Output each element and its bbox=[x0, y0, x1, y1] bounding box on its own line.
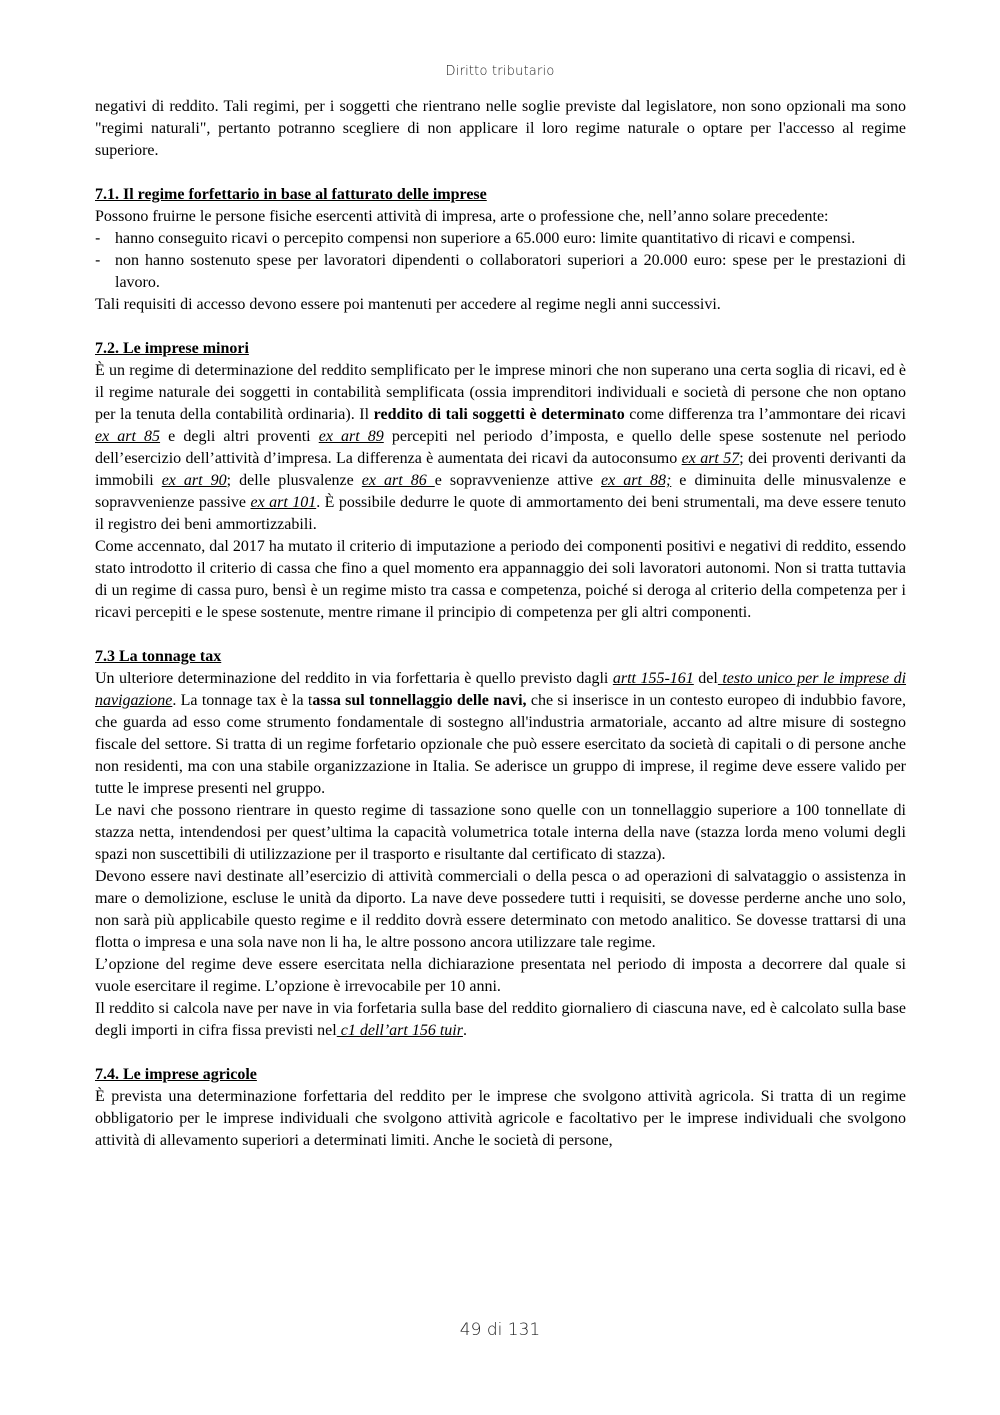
article-reference: ex art 85 bbox=[95, 428, 161, 445]
section-7-4-paragraph-1: È prevista una determinazione forfettaria del reddito per le imprese che svolgono attività agricola. Si tratta di un regime obbligatorio per le imprese individuali che svolgono attività agricole e facoltativo per le imprese individuali che svolgono attività di allevamento superiori a determinati limiti. Anche le società di persone, bbox=[95, 1088, 906, 1149]
text-run: percepiti nel periodo d’imposta, e quello delle spese sostenute nel periodo dell’esercizio dell’attività d’impresa. La differenza è aumentata dei ricavi da autoconsumo bbox=[95, 428, 906, 467]
article-reference: ex art 101 bbox=[250, 494, 317, 511]
section-heading-7-3: 7.3 La tonnage tax bbox=[95, 648, 222, 665]
section-7-3-paragraph-3: Devono essere navi destinate all’esercizio di attività commerciali o della pesca o ad operazioni di salvataggio o assistenza in mare o demolizione, escluse le unità da diporto. La nave deve possedere tutti i requisiti, se dovesse perderne anche uno solo, non sarà più applicabile questo regime e il reddito dovrà essere determinato con metodo analitico. Se dovesse trattarsi di una flotta o impresa e una sola nave non li ha, le altre possono ancora utilizzare tale regime. bbox=[95, 868, 906, 951]
section-7-1-intro: Possono fruirne le persone fisiche esercenti attività di impresa, arte o professione che, nell’anno solare precedente: bbox=[95, 208, 829, 225]
bullet-item: - non hanno sostenuto spese per lavoratori dipendenti o collaboratori superiori a 20.000 euro: spese per le prestazioni di lavoro. bbox=[95, 250, 906, 294]
law-reference: testo unico per le imprese di navigazione bbox=[95, 670, 907, 709]
text-run: . È possibile dedurre le quote di ammortamento dei beni strumentali, ma deve essere tenuto il registro dei beni ammortizzabili. bbox=[95, 494, 907, 533]
section-heading-7-2: 7.2. Le imprese minori bbox=[95, 340, 249, 357]
section-7-1-bullet-list bbox=[95, 228, 906, 294]
text-run: . La tonnage tax è la t bbox=[172, 692, 313, 709]
section-7-3-paragraph-2: Le navi che possono rientrare in questo regime di tassazione sono quelle con un tonnellaggio superiore a 100 tonnellate di stazza netta, intendendosi per quest’ultima la capacità volumetrica totale interna della nave (stazza lorda meno volumi degli spazi non suscettibili di utilizzazione per il trasporto e risultante dal certificato di stazza). bbox=[95, 802, 906, 863]
text-run: e sopravvenienze attive bbox=[434, 472, 602, 489]
text-run: del bbox=[693, 670, 718, 687]
text-run: È un regime di determinazione del reddito semplificato per le imprese minori che non superano una certa soglia di ricavi, ed è il regime naturale dei soggetti in contabilità semplificata (ossia imprenditori individuali e società di persone che non optano per la tenuta della contabilità ordinaria). Il bbox=[95, 362, 906, 423]
text-run: ; dei proventi derivanti da immobili bbox=[95, 450, 907, 489]
bold-text: reddito di tali soggetti è determinato bbox=[373, 406, 625, 423]
bullet-item: - hanno conseguito ricavi o percepito compensi non superiore a 65.000 euro: limite quantitativo di ricavi e compensi. bbox=[95, 228, 906, 250]
section-7-2-paragraph-1 bbox=[95, 360, 906, 536]
page-number: 49 di 131 bbox=[459, 1320, 541, 1340]
article-reference: artt 155-161 bbox=[612, 670, 694, 687]
section-heading-7-4: 7.4. Le imprese agricole bbox=[95, 1066, 257, 1083]
article-reference: ex art 89 bbox=[318, 428, 384, 445]
text-run: Il reddito si calcola nave per nave in via forfetaria sulla base del reddito giornaliero di ciascuna nave, ed è calcolato sulla base degli importi in cifra fissa previsti nel bbox=[95, 1000, 906, 1039]
page-header: Diritto tributario bbox=[445, 64, 555, 79]
bold-text: assa sul tonnellaggio delle navi, bbox=[312, 692, 527, 709]
article-reference: c1 dell’art 156 tuir bbox=[336, 1022, 463, 1039]
section-7-3-paragraph-5 bbox=[95, 998, 906, 1042]
text-run: che si inserisce in un contesto europeo di indubbio favore, che guarda ad esso come strumento fondamentale di sostegno all'industria armatoriale, accanto ad altre misure di sostegno fiscale del settore. Si tratta di un regime forfetario opzionale che può essere esercitato da società di capitali o di persone anche non residenti, ma con una stabile organizzazione in Italia. Se aderisce un gruppo di imprese, il regime deve essere valido per tutte le imprese presenti nel gruppo. bbox=[95, 692, 907, 797]
text-run: e diminuita delle minusvalenze e sopravvenienze passive bbox=[95, 472, 907, 511]
section-7-1-closing: Tali requisiti di accesso devono essere poi mantenuti per accedere al regime negli anni successivi. bbox=[95, 296, 721, 313]
text-run: Un ulteriore determinazione del reddito in via forfettaria è quello previsto dagli bbox=[95, 670, 613, 687]
article-reference: ex art 90 bbox=[161, 472, 227, 489]
text-run: come differenza tra l’ammontare dei ricavi bbox=[624, 406, 907, 423]
article-reference: ex art 86 bbox=[361, 472, 435, 489]
article-reference: ex art 57 bbox=[681, 450, 740, 467]
text-run: e degli altri proventi bbox=[160, 428, 319, 445]
section-heading-7-1: 7.1. Il regime forfettario in base al fatturato delle imprese bbox=[95, 186, 487, 203]
section-7-3-paragraph-1 bbox=[95, 668, 906, 800]
text-run: . bbox=[462, 1022, 467, 1039]
section-7-3-paragraph-4: L’opzione del regime deve essere esercitata nella dichiarazione presentata nel periodo di imposta a decorrere dal quale si vuole esercitare il regime. L’opzione è irrevocabile per 10 anni. bbox=[95, 956, 906, 995]
section-7-2-paragraph-2: Come accennato, dal 2017 ha mutato il criterio di imputazione a periodo dei componenti positivi e negativi di reddito, essendo stato introdotto il criterio di cassa che fino a quel momento era appannaggio dei soli lavoratori autonomi. Non si tratta tuttavia di un regime di cassa puro, bensì è un regime misto tra cassa e competenza, poiché si deroga al criterio della competenza per i ricavi percepiti e le spese sostenute, mentre rimane il principio di competenza per gli altri componenti. bbox=[95, 538, 906, 621]
article-reference: ex art 88; bbox=[601, 472, 672, 489]
document-body bbox=[95, 96, 906, 1152]
intro-paragraph: negativi di reddito. Tali regimi, per i soggetti che rientrano nelle soglie previste dal legislatore, non sono opzionali ma sono "regimi naturali", pertanto potranno scegliere di non applicare il loro regime naturale o optare per l'accesso al regime superiore. bbox=[95, 98, 906, 159]
text-run: ; delle plusvalenze bbox=[226, 472, 362, 489]
